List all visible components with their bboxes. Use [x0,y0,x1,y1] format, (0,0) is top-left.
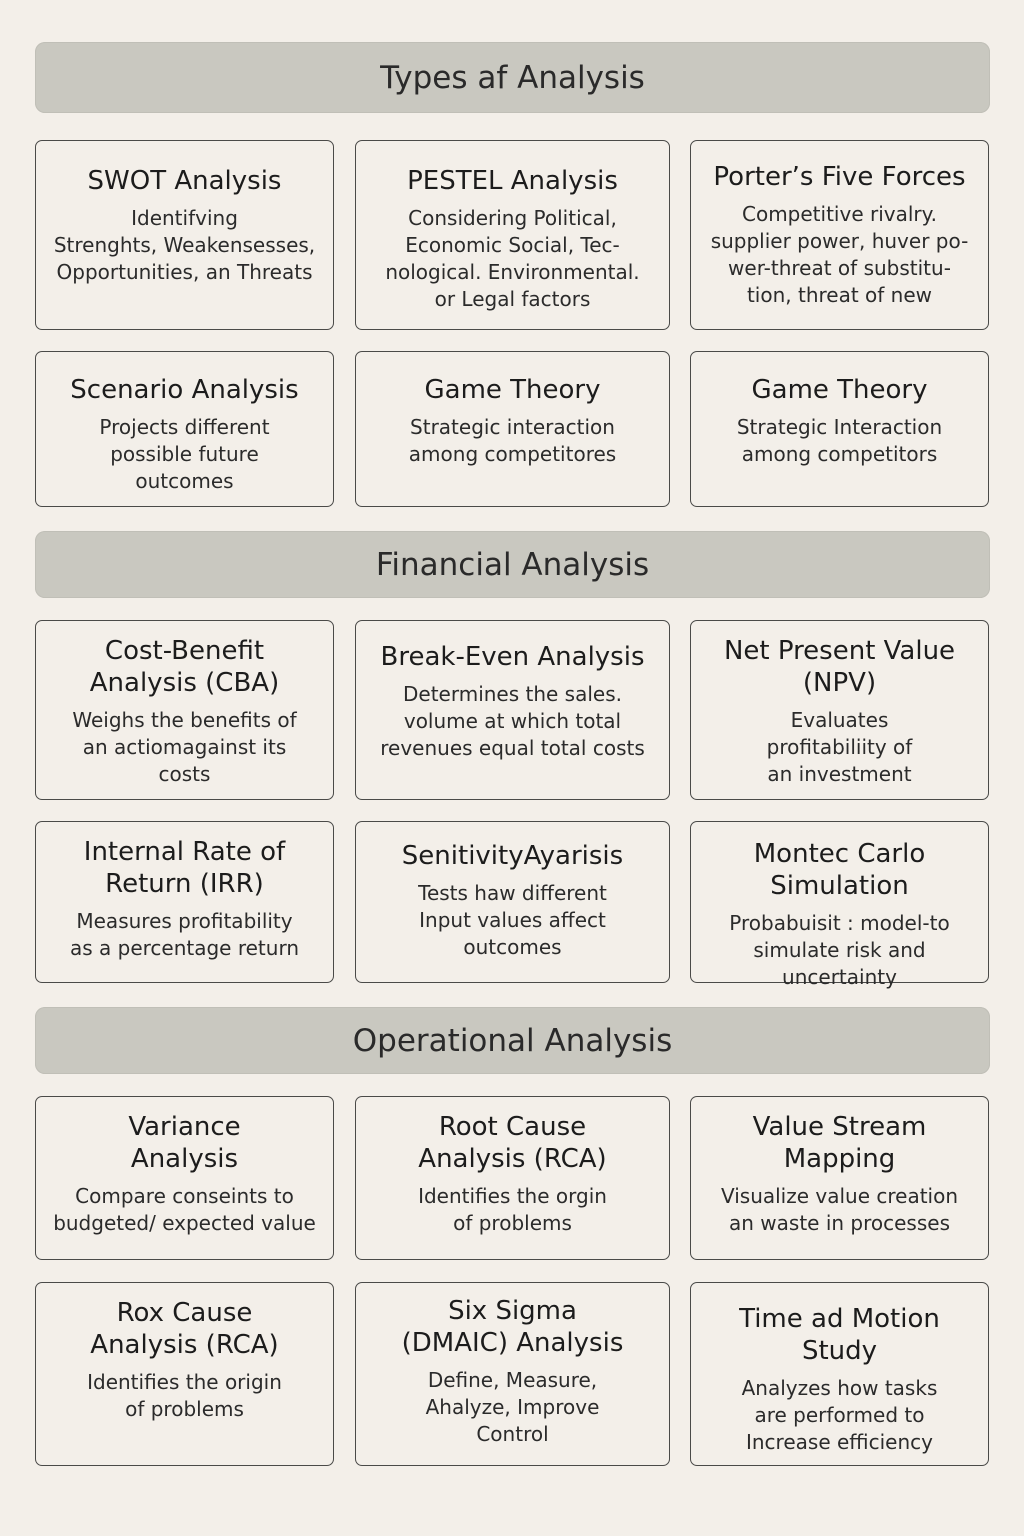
card-six-sigma-analysis [355,1282,670,1466]
card-cost-benefit-analysis [35,620,334,800]
card-root-cause-analysis-2 [35,1282,334,1466]
section-title: Types af Analysis [380,59,645,96]
card-pestel-analysis [355,140,670,330]
card-title: Root Cause Analysis (RCA) [418,1112,607,1174]
card-title: Rox Cause Analysis (RCA) [90,1298,279,1360]
card-net-present-value [690,620,989,800]
card-scenario-analysis [35,351,334,507]
card-time-and-motion-study [690,1282,989,1466]
card-title: Montec Carlo Simulation [753,839,926,901]
card-description: Visualize value creation an waste in processes [720,1184,959,1235]
card-swot-analysis [35,140,334,330]
card-title: Cost-Benefit Analysis (CBA) [89,636,280,698]
section-title: Operational Analysis [352,1022,673,1059]
card-description: Measures profitability as a percentage return [69,909,299,960]
card-title: Porter’s Five Forces [713,162,966,192]
card-title: Scenario Analysis [70,375,299,405]
section-banner-types [35,42,990,113]
card-description: Competitive rivalry. supplier power, huver po- wer-threat of substitu- tion, threat of new [710,202,969,307]
card-variance-analysis [35,1096,334,1260]
card-description: Compare conseints to budgeted/ expected value [53,1184,316,1235]
card-sensitivity-analysis [355,821,670,983]
card-root-cause-analysis [355,1096,670,1260]
card-title: Net Present Value (NPV) [723,636,956,698]
card-break-even-analysis [355,620,670,800]
card-game-theory-2 [690,351,989,507]
card-title: Variance Analysis [128,1112,241,1174]
card-title: Six Sigma (DMAIC) Analysis [401,1296,624,1358]
card-game-theory [355,351,670,507]
card-title: PESTEL Analysis [407,166,618,196]
card-monte-carlo-simulation [690,821,989,989]
section-title: Financial Analysis [375,546,650,583]
card-description: Evaluates profitabiliity of an investment [766,708,913,786]
card-description: Tests haw different Input values affect outcomes [418,881,607,959]
card-description: Weighs the benefits of an actiomagainst its costs [72,708,297,786]
card-title: Game Theory [424,375,601,405]
card-porters-five-forces [690,140,989,330]
card-description: Determines the sales. volume at which total revenues equal total costs [380,682,645,760]
card-internal-rate-of-return [35,821,334,983]
card-description: Identifving Strenghts, Weakensesses, Opportunities, an Threats [53,206,316,284]
card-description: Analyzes how tasks are performed to Increase efficiency [741,1376,938,1454]
card-title: Internal Rate of Return (IRR) [83,837,286,899]
card-title: Break-Even Analysis [380,642,645,672]
card-description: Projects different possible future outcomes [99,415,270,493]
card-description: Define, Measure, Ahalyze, Improve Control [425,1368,600,1446]
card-description: Identifies the orgin of problems [418,1184,607,1235]
card-title: Time ad Motion Study [739,1304,940,1366]
section-banner-operational [35,1007,990,1074]
section-banner-financial [35,531,990,598]
card-description: Identifies the origin of problems [87,1370,282,1421]
card-title: Game Theory [751,375,928,405]
card-description: Strategic Interaction among competitors [736,415,943,466]
card-description: Considering Political, Economic Social, Tec- nological. Environmental. or Legal factors [385,206,640,311]
card-description: Strategic interaction among competitores [408,415,617,466]
card-title: SenitivityAyarisis [401,841,624,871]
card-description: Probabuisit : model-to simulate risk and uncertainty [729,911,950,989]
card-title: SWOT Analysis [87,166,282,196]
card-value-stream-mapping [690,1096,989,1260]
card-title: Value Stream Mapping [752,1112,927,1174]
